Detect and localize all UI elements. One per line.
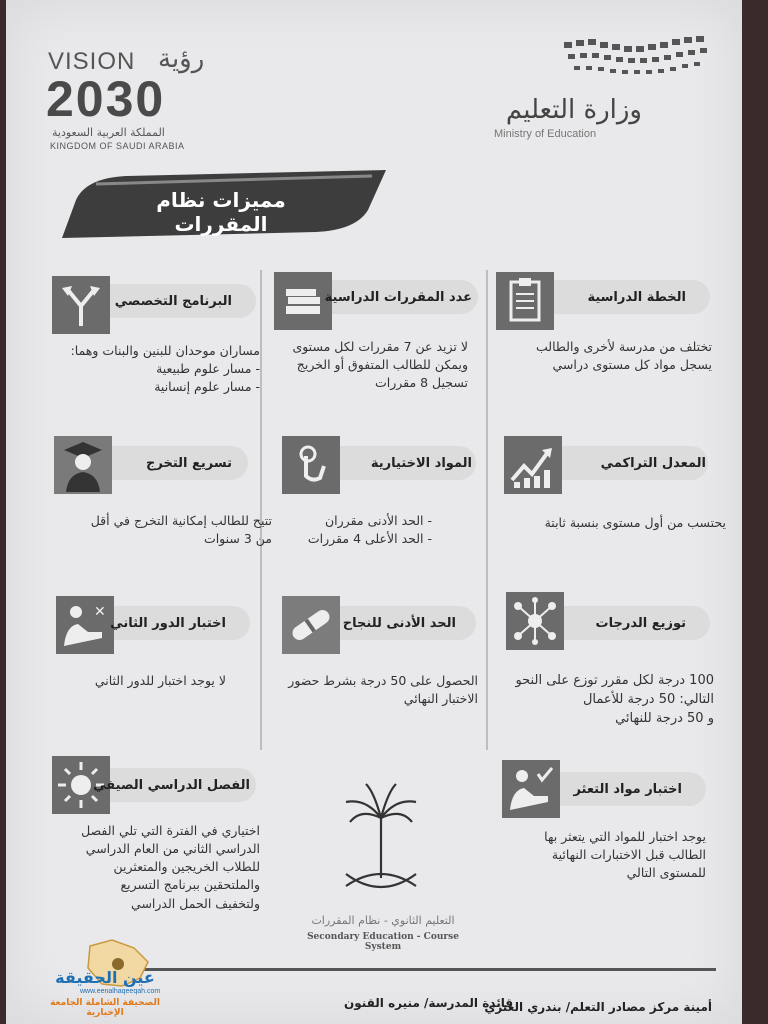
feature-title: اختبار مواد التعثر	[573, 782, 682, 797]
feature-title: المعدل التراكمي	[600, 456, 706, 471]
touch-icon	[282, 436, 340, 494]
kingdom-en: KINGDOM OF SAUDI ARABIA	[50, 141, 185, 151]
books-icon	[274, 272, 332, 330]
feature-title: الفصل الدراسي الصيفي	[93, 778, 250, 793]
feature-title: البرنامج التخصصي	[114, 294, 232, 309]
exam-check-icon	[502, 760, 560, 818]
emblem-caption-en: Secondary Education - Course System	[307, 932, 459, 952]
feature-title: تسريع التخرج	[146, 456, 232, 471]
ministry-dots-icon	[564, 36, 714, 84]
feature-electives	[282, 436, 482, 546]
signature-left: قائدة المدرسة/ منيره القنون	[344, 996, 514, 1010]
feature-body: مساران موحدان للبنين والبنات وهما: - مسار علوم طبيعية - مسار علوم إنسانية	[70, 343, 260, 395]
feature-courses-count	[274, 272, 484, 392]
feature-title: الحد الأدنى للنجاح	[342, 616, 456, 631]
feature-body: 100 درجة لكل مقرر توزع على النحو التالي: 50 درجة للأعمال و 50 درجة للنهائي	[515, 673, 714, 726]
feature-title: عدد المقررات الدراسية	[324, 290, 472, 305]
growth-chart-icon	[504, 436, 562, 494]
svg-text:✕: ✕	[94, 604, 106, 620]
feature-study-plan	[496, 272, 726, 392]
watermark	[30, 942, 180, 1018]
fork-arrows-icon	[52, 276, 110, 334]
feature-body: تختلف من مدرسة لأخرى والطالب يسجل مواد كل مستوى دراسي	[536, 339, 712, 373]
feature-title: اختبار الدور الثاني	[110, 616, 226, 631]
exam-x-icon	[56, 596, 114, 654]
feature-early-graduation	[54, 436, 272, 547]
feature-body: يحتسب من أول مستوى بنسبة ثابتة	[544, 515, 726, 530]
watermark-url: www.eenalhaqeeqah.com	[80, 988, 161, 995]
banner-title: مميزات نظام المقررات	[156, 188, 286, 236]
feature-title: المواد الاختيارية	[370, 456, 472, 471]
watermark-tagline: الصحيفة الشاملة الجامعة الإخبارية	[50, 998, 160, 1018]
feature-body: تتيح للطالب إمكانية التخرج في أقل من 3 سنوات	[90, 513, 272, 547]
feature-pass-minimum	[282, 596, 482, 716]
clipboard-icon	[496, 272, 554, 330]
footer-divider	[124, 968, 716, 971]
vision-en: VISION	[48, 48, 136, 75]
watermark-brand: عين الحقيقة	[55, 968, 155, 987]
feature-summer	[52, 756, 262, 926]
diploma-icon	[282, 596, 340, 654]
feature-grade-distribution	[506, 592, 726, 732]
graduate-icon	[54, 436, 112, 494]
document-page	[6, 0, 742, 1024]
vision-ar: رؤية	[158, 44, 205, 74]
feature-body: الحصول على 50 درجة بشرط حضور الاختبار النهائي	[288, 673, 478, 707]
feature-specialized-program	[52, 276, 262, 396]
ministry-name-en: Ministry of Education	[494, 128, 597, 140]
network-icon	[506, 592, 564, 650]
feature-second-round	[56, 596, 256, 716]
vision-2030-logo	[46, 44, 226, 158]
emblem-caption-ar: التعليم الثانوي - نظام المقررات	[311, 914, 455, 927]
feature-title: توزيع الدرجات	[595, 616, 686, 631]
feature-title: الخطة الدراسية	[587, 290, 686, 305]
feature-body: لا تزيد عن 7 مقررات لكل مستوى ويمكن للطالب المتفوق أو الخريج تسجيل 8 مقررات	[292, 339, 468, 391]
ministry-name-ar: وزارة التعليم	[505, 95, 642, 125]
feature-body: لا يوجد اختبار للدور الثاني	[94, 673, 226, 688]
feature-gpa	[504, 436, 724, 546]
palm-swords-emblem-icon	[336, 778, 426, 908]
feature-body: - الحد الأدنى مقرران - الحد الأعلى 4 مقررات	[307, 513, 432, 547]
kingdom-ar: المملكة العربية السعودية	[52, 126, 165, 139]
feature-body: اختياري في الفترة التي تلي الفصل الدراسي الثاني من العام الدراسي للطلاب الخريجين والمتعثرين والملتحقين ببرنامج التسريع ولتخفيف الحمل الدراسي	[81, 823, 260, 911]
signature-right: أمينة مركز مصادر التعلم/ بندري العنزي	[484, 1000, 712, 1014]
feature-stumble-exam	[502, 760, 722, 890]
vision-year: 2030	[46, 71, 166, 127]
feature-body: يوجد اختبار للمواد التي يتعثر بها الطالب قبل الاختبارات النهائية للمستوى التالي	[544, 829, 706, 881]
